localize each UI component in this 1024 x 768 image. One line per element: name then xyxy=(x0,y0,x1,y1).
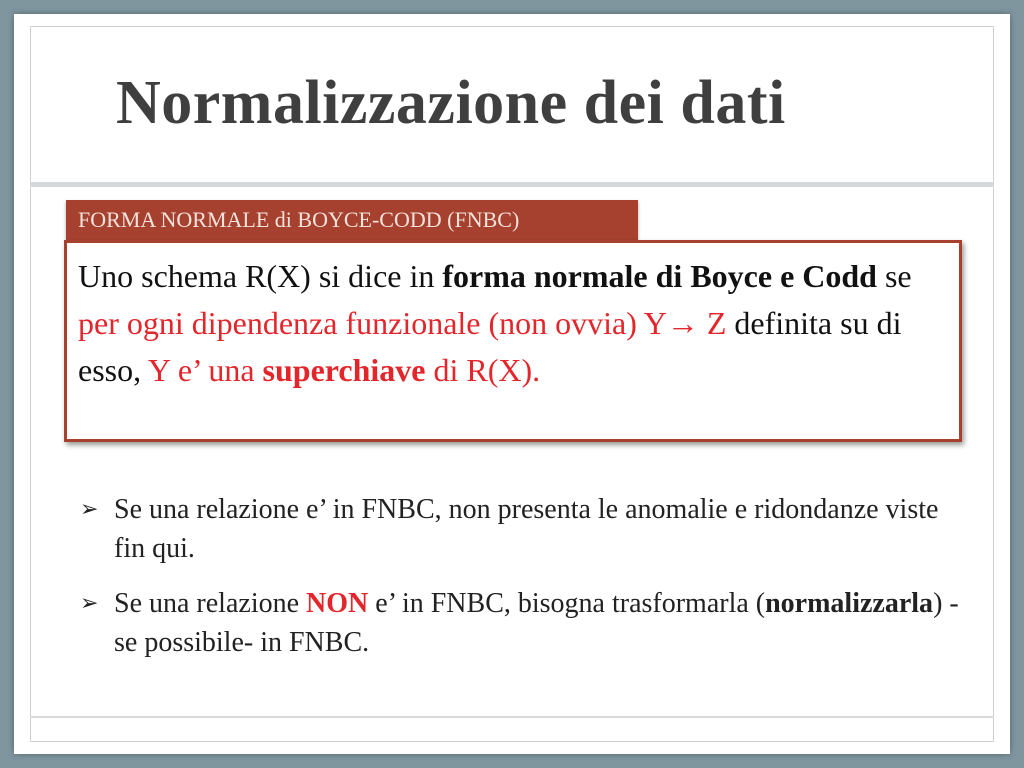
bullet-text: Se una relazione e’ in FNBC, non presenta le anomalie e ridondanze viste fin qui. xyxy=(114,494,939,564)
bullet-text: Se una relazione xyxy=(114,588,307,619)
definition-box xyxy=(64,240,962,442)
definition-term: forma normale di Boyce e Codd xyxy=(442,258,877,294)
bullet-text: ) -se possibile- in FNBC. xyxy=(114,588,959,658)
bullet-item xyxy=(74,584,974,662)
definition-tab-label: FORMA NORMALE di BOYCE-CODD (FNBC) xyxy=(66,200,638,240)
bullet-keyword-non: NON xyxy=(306,588,369,619)
definition-text-1: Uno schema R(X) si dice in xyxy=(78,258,443,294)
definition-condition: per ogni dipendenza funzionale (non ovvia) Y xyxy=(78,305,667,341)
definition-keyword-superchiave: superchiave xyxy=(262,352,426,388)
definition-condition-2: Y e’ una xyxy=(147,352,263,388)
definition-condition-3: di R(X). xyxy=(425,352,541,388)
arrow-bullet-icon: ➢ xyxy=(80,591,99,616)
arrow-bullet-icon: ➢ xyxy=(80,497,99,522)
bullet-item xyxy=(74,490,974,568)
footer-divider xyxy=(30,716,994,718)
title-divider xyxy=(30,182,994,187)
slide xyxy=(14,14,1010,754)
right-arrow-icon: → Z xyxy=(666,305,727,341)
definition-text-2: se xyxy=(876,258,912,294)
definition-text-3: definita su di esso, xyxy=(78,305,902,388)
bullet-keyword-normalizzarla: normalizzarla xyxy=(765,588,934,619)
bullet-list xyxy=(74,490,974,678)
bullet-text: e’ in FNBC, bisogna trasformarla ( xyxy=(368,588,766,619)
slide-title: Normalizzazione dei dati xyxy=(116,69,786,137)
